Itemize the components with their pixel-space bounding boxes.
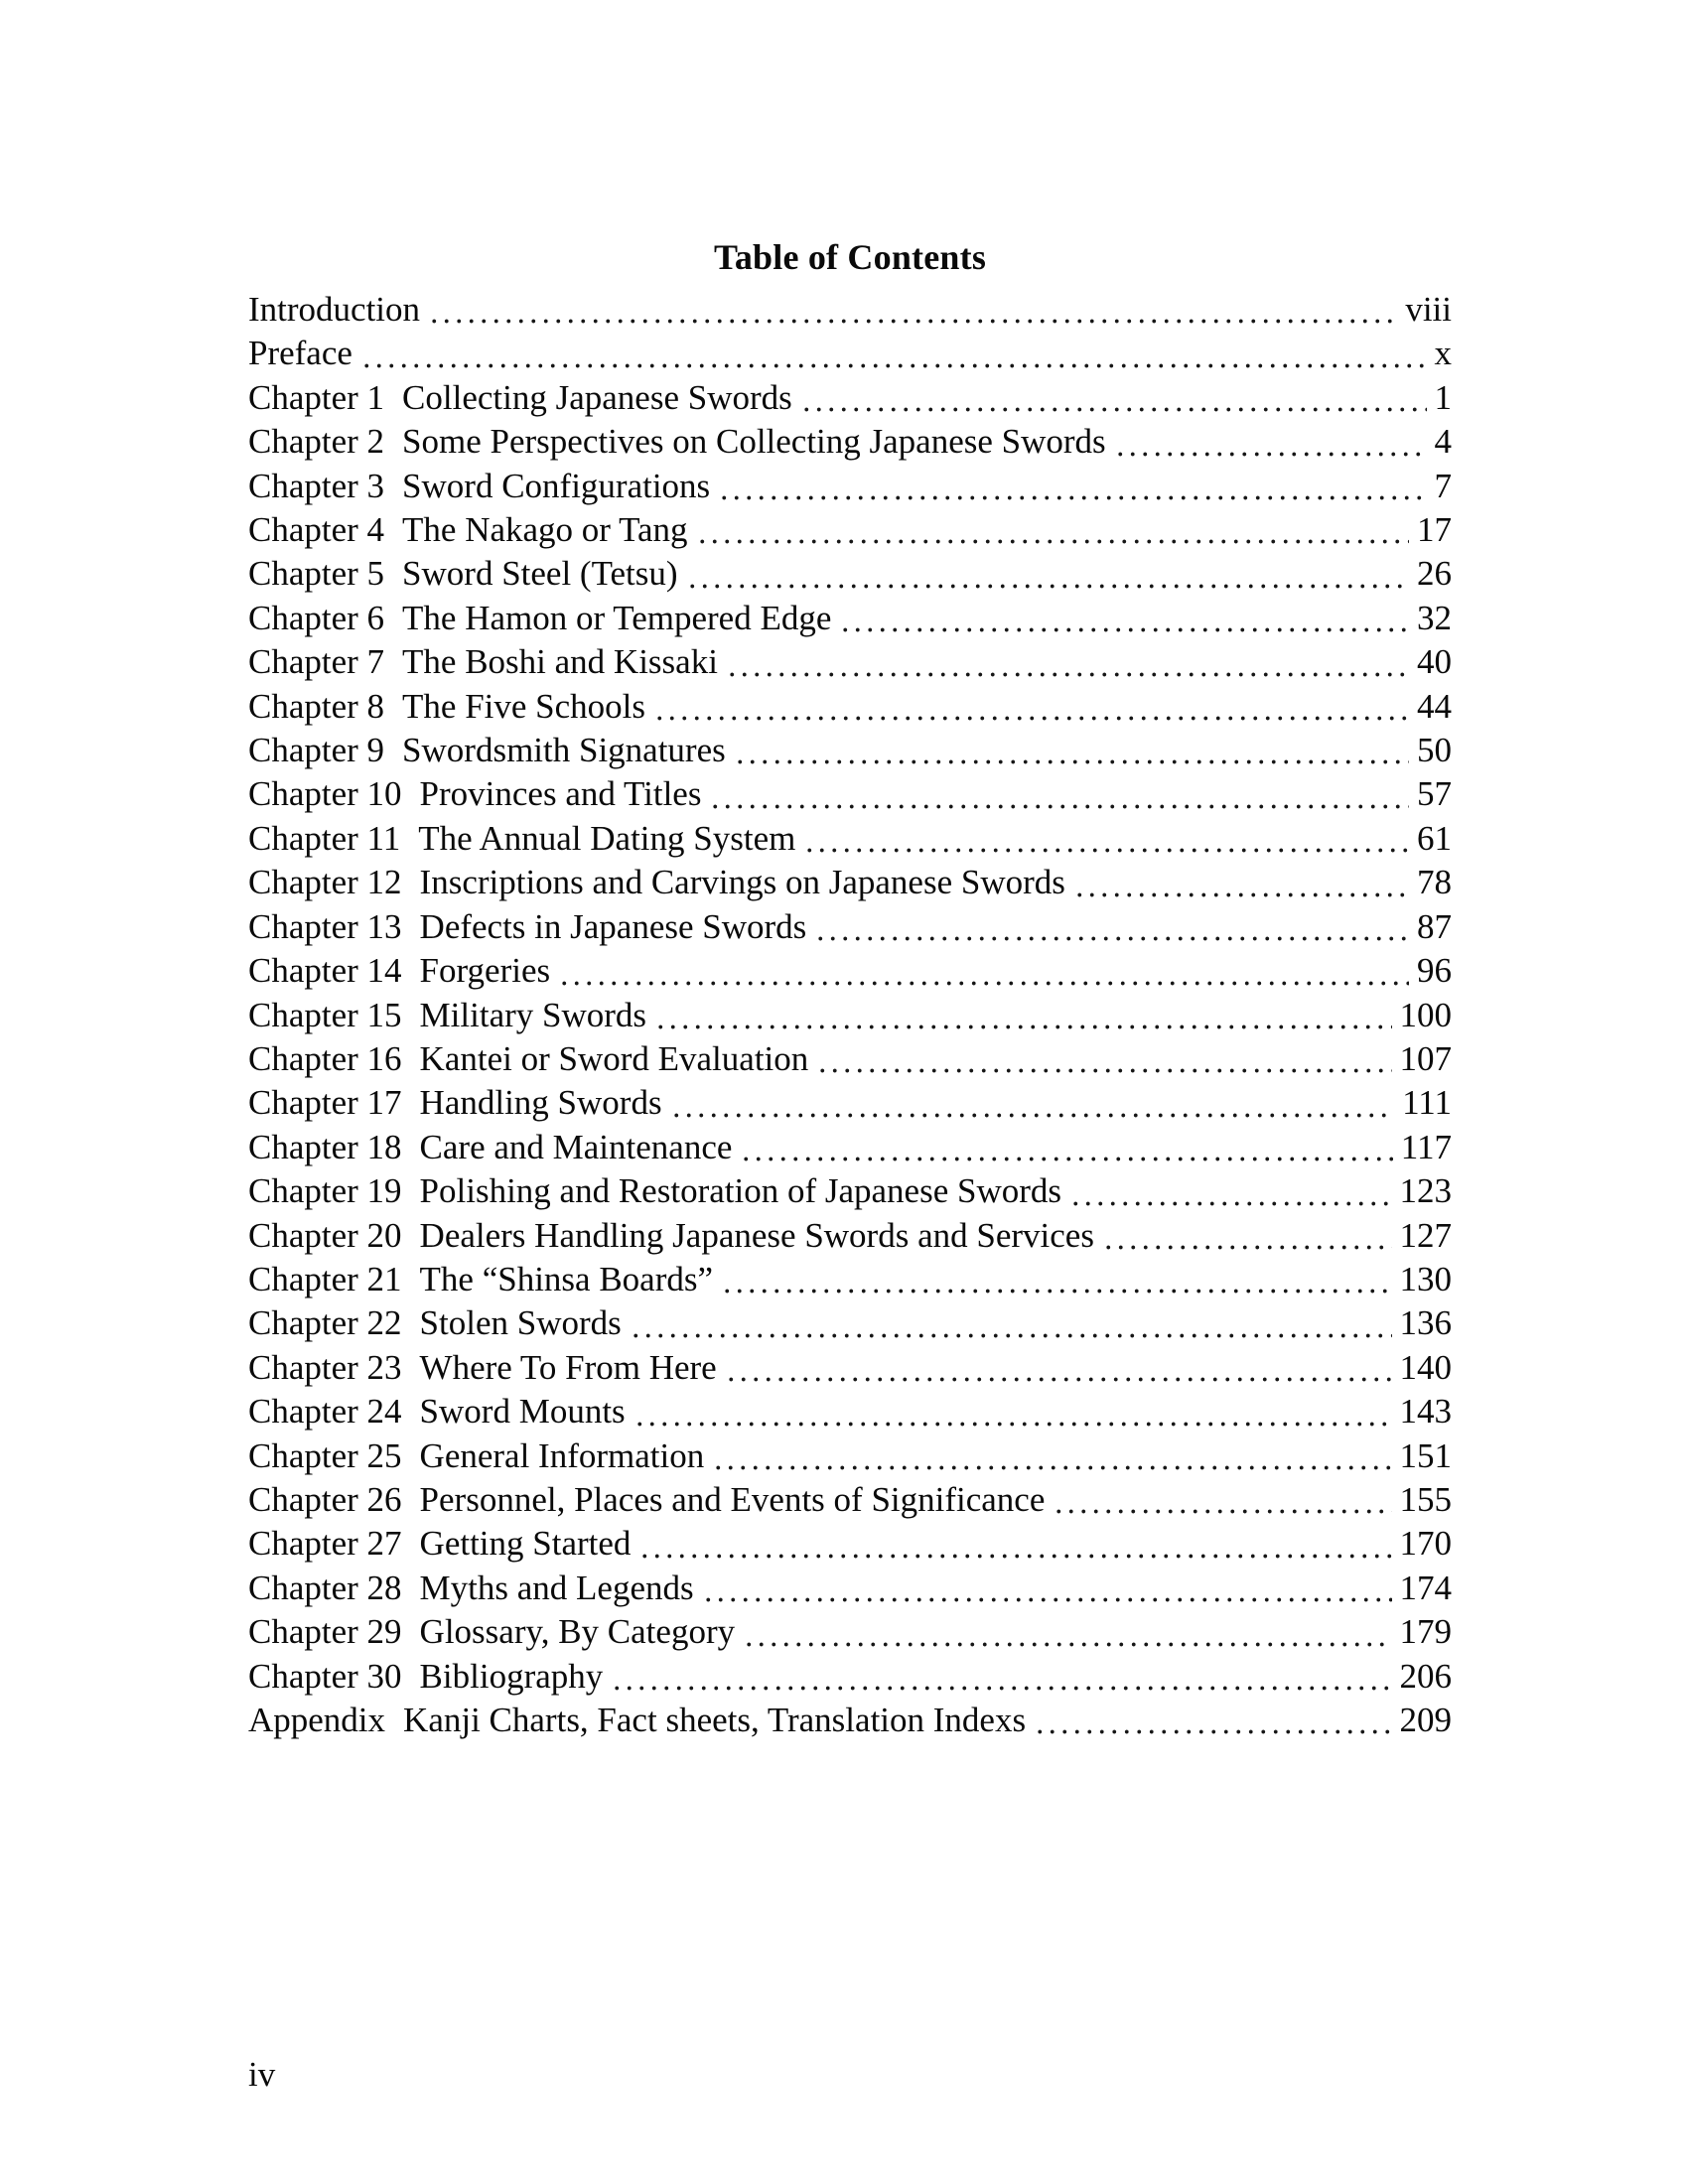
toc-entry-prefix: Chapter 11 [248, 818, 401, 858]
dot-leader [1053, 1478, 1391, 1522]
toc-entry [248, 1567, 1452, 1610]
toc-entry-page: 4 [1434, 422, 1452, 462]
toc-entry-page: 96 [1417, 951, 1452, 991]
toc-entry-prefix: Chapter 17 [248, 1083, 402, 1123]
dot-leader [740, 1126, 1392, 1169]
dot-leader [726, 640, 1409, 684]
dot-leader [709, 772, 1409, 816]
toc-entry-page: 179 [1399, 1612, 1452, 1652]
dot-leader [611, 1655, 1391, 1699]
toc-entry [248, 376, 1452, 420]
toc-entry [248, 1169, 1452, 1213]
toc-entry-page: 61 [1417, 818, 1452, 858]
toc-entry [248, 772, 1452, 816]
dot-leader [718, 465, 1426, 508]
toc-entry-prefix: Chapter 6 [248, 598, 385, 637]
dot-leader [743, 1610, 1391, 1654]
dot-leader [712, 1434, 1391, 1478]
dot-leader [654, 994, 1391, 1037]
dot-leader [633, 1390, 1392, 1433]
toc-entry-prefix: Chapter 3 [248, 466, 385, 505]
toc-entry [248, 1699, 1452, 1742]
toc-entry-title: Kanji Charts, Fact sheets, Translation Indexs [403, 1701, 1027, 1739]
page-title: Table of Contents [713, 237, 987, 277]
toc-entry-page: 136 [1399, 1303, 1452, 1343]
toc-entry-prefix: Chapter 26 [248, 1479, 402, 1519]
toc-entry [248, 508, 1452, 552]
toc-entry [248, 288, 1452, 332]
toc-entry-title: Getting Started [419, 1524, 632, 1564]
toc-entry-title: Inscriptions and Carvings on Japanese Swords [419, 863, 1065, 902]
toc-entry [248, 1434, 1452, 1478]
toc-entry-title: The Five Schools [402, 686, 646, 726]
toc-entry-title: The Hamon or Tempered Edge [402, 598, 832, 637]
dot-leader [702, 1567, 1392, 1610]
dot-leader [630, 1301, 1392, 1345]
dot-leader [1034, 1699, 1391, 1742]
toc-entry-page: 1 [1434, 377, 1452, 417]
toc-entry-title: The Annual Dating System [418, 818, 796, 858]
toc-entry-prefix: Appendix [248, 1701, 386, 1739]
toc-entry [248, 905, 1452, 949]
toc-entry-prefix: Chapter 13 [248, 906, 402, 946]
toc-entry [248, 1478, 1452, 1522]
toc-entry-prefix: Chapter 4 [248, 510, 385, 550]
toc-entry [248, 1346, 1452, 1390]
toc-entry-prefix: Chapter 21 [248, 1259, 402, 1298]
toc-entry [248, 1301, 1452, 1345]
toc-entry [248, 1081, 1452, 1125]
dot-leader [1073, 861, 1409, 904]
toc-entry-title: Glossary, By Category [419, 1612, 736, 1652]
toc-entry [248, 1390, 1452, 1433]
page-number: iv [248, 2055, 276, 2094]
toc-entry-prefix: Chapter 15 [248, 995, 402, 1034]
toc-entry-prefix: Chapter 10 [248, 774, 402, 814]
toc-entry-page: 78 [1417, 863, 1452, 902]
toc-entry-prefix: Chapter 25 [248, 1435, 402, 1475]
toc-entry [248, 420, 1452, 464]
dot-leader [686, 552, 1409, 596]
dot-leader [734, 729, 1409, 772]
toc-entry-page: 57 [1417, 774, 1452, 814]
toc-entry-prefix: Chapter 24 [248, 1392, 402, 1432]
toc-entry-prefix: Chapter 23 [248, 1347, 402, 1387]
toc-entry-page: 87 [1417, 906, 1452, 946]
toc-entry-prefix: Chapter 29 [248, 1612, 402, 1652]
toc-entry-prefix: Chapter 2 [248, 422, 385, 462]
toc-entry-prefix: Chapter 19 [248, 1171, 402, 1211]
toc-entry-title: Where To From Here [419, 1347, 717, 1387]
toc-entry-page: 40 [1417, 642, 1452, 682]
dot-leader [670, 1081, 1395, 1125]
toc-entry-title: Introduction [248, 290, 421, 329]
toc-entry [248, 1037, 1452, 1081]
dot-leader [725, 1346, 1392, 1390]
toc-entry-title: Sword Configurations [402, 466, 711, 505]
toc-entry-page: 107 [1399, 1038, 1452, 1078]
dot-leader [839, 597, 1409, 640]
toc-entry-title: The Boshi and Kissaki [402, 642, 718, 682]
dot-leader [816, 1037, 1391, 1081]
toc-entry-title: Stolen Swords [419, 1303, 622, 1343]
toc-entry-title: Kantei or Sword Evaluation [419, 1038, 809, 1078]
toc-entry [248, 1655, 1452, 1699]
toc-entry [248, 1214, 1452, 1258]
dot-leader [1069, 1169, 1391, 1213]
toc-entry-prefix: Chapter 18 [248, 1127, 402, 1166]
toc-entry-prefix: Chapter 28 [248, 1568, 402, 1607]
toc-entry [248, 685, 1452, 729]
toc-entry-title: Handling Swords [419, 1083, 662, 1123]
toc-entry [248, 949, 1452, 993]
toc-entry-title: Bibliography [419, 1656, 604, 1696]
toc-entry [248, 552, 1452, 596]
toc-entry-title: Dealers Handling Japanese Swords and Services [419, 1215, 1094, 1255]
toc-entry-title: Polishing and Restoration of Japanese Swords [419, 1171, 1062, 1211]
toc-entry-prefix: Chapter 20 [248, 1215, 402, 1255]
dot-leader [653, 685, 1409, 729]
toc-entry [248, 640, 1452, 684]
toc-entry-title: Sword Steel (Tetsu) [402, 554, 678, 594]
toc-entry-page: 117 [1400, 1127, 1452, 1166]
toc-entry-title: Provinces and Titles [419, 774, 702, 814]
toc-entry [248, 1258, 1452, 1301]
toc-entry-prefix: Chapter 16 [248, 1038, 402, 1078]
dot-leader [696, 508, 1409, 552]
toc-entry-title: Sword Mounts [419, 1392, 626, 1432]
dot-leader [360, 332, 1427, 375]
toc-entry-title: Personnel, Places and Events of Significance [419, 1479, 1046, 1519]
toc-entry-prefix: Chapter 14 [248, 951, 402, 991]
toc-entry-page: 7 [1434, 466, 1452, 505]
toc-entry-page: 155 [1399, 1479, 1452, 1519]
toc-entry-page: 100 [1399, 995, 1452, 1034]
toc-entry-page: 206 [1399, 1656, 1452, 1696]
toc-entry-page: 170 [1399, 1524, 1452, 1564]
toc-entry-title: Care and Maintenance [419, 1127, 733, 1166]
toc-entry [248, 1126, 1452, 1169]
dot-leader [721, 1258, 1391, 1301]
toc-entry-prefix: Chapter 30 [248, 1656, 402, 1696]
toc-entry [248, 817, 1452, 861]
toc-entry-page: viii [1405, 290, 1452, 329]
toc-entry-page: 26 [1417, 554, 1452, 594]
toc-entry-prefix: Chapter 12 [248, 863, 402, 902]
toc-entry-prefix: Chapter 7 [248, 642, 385, 682]
toc-entry-title: General Information [419, 1435, 705, 1475]
toc-entry [248, 994, 1452, 1037]
toc-entry-page: 44 [1417, 686, 1452, 726]
toc-entry-title: The “Shinsa Boards” [419, 1259, 714, 1298]
dot-leader [1114, 420, 1427, 464]
toc-entry-page: 111 [1402, 1083, 1452, 1123]
toc-entry-page: 143 [1399, 1392, 1452, 1432]
toc-entry-title: Collecting Japanese Swords [402, 377, 792, 417]
toc-entry-page: 130 [1399, 1259, 1452, 1298]
dot-leader [558, 949, 1409, 993]
toc-entry-title: Swordsmith Signatures [402, 731, 726, 770]
toc-entry-prefix: Chapter 27 [248, 1524, 402, 1564]
toc-entry [248, 861, 1452, 904]
dot-leader [1102, 1214, 1392, 1258]
toc-entry-page: 50 [1417, 731, 1452, 770]
toc-entry-prefix: Chapter 9 [248, 731, 385, 770]
toc-entry-page: 174 [1399, 1568, 1452, 1607]
toc-entry-page: 127 [1399, 1215, 1452, 1255]
toc-entry-title: Military Swords [419, 995, 647, 1034]
dot-leader [428, 288, 1397, 332]
toc-entry-page: 17 [1417, 510, 1452, 550]
toc-entry-title: Myths and Legends [419, 1568, 694, 1607]
toc-entry [248, 1522, 1452, 1566]
toc-entry-title: Defects in Japanese Swords [419, 906, 807, 946]
toc-entry-title: Forgeries [419, 951, 551, 991]
toc-entry-prefix: Chapter 1 [248, 377, 385, 417]
toc-entry-title: Some Perspectives on Collecting Japanese Swords [402, 422, 1106, 462]
toc-entry-prefix: Chapter 8 [248, 686, 385, 726]
toc-entry-page: x [1434, 334, 1452, 373]
toc-entry [248, 332, 1452, 375]
table-of-contents [248, 288, 1452, 1742]
toc-entry [248, 465, 1452, 508]
toc-entry-page: 140 [1399, 1347, 1452, 1387]
toc-entry-title: The Nakago or Tang [402, 510, 688, 550]
toc-entry-title: Preface [248, 334, 352, 373]
dot-leader [814, 905, 1409, 949]
toc-entry-page: 32 [1417, 598, 1452, 637]
dot-leader [803, 817, 1409, 861]
toc-entry [248, 729, 1452, 772]
toc-entry-page: 209 [1399, 1701, 1452, 1739]
dot-leader [638, 1522, 1391, 1566]
dot-leader [800, 376, 1427, 420]
toc-entry-page: 151 [1399, 1435, 1452, 1475]
toc-entry-prefix: Chapter 22 [248, 1303, 402, 1343]
toc-entry-page: 123 [1399, 1171, 1452, 1211]
toc-entry [248, 597, 1452, 640]
toc-entry [248, 1610, 1452, 1654]
toc-entry-prefix: Chapter 5 [248, 554, 385, 594]
